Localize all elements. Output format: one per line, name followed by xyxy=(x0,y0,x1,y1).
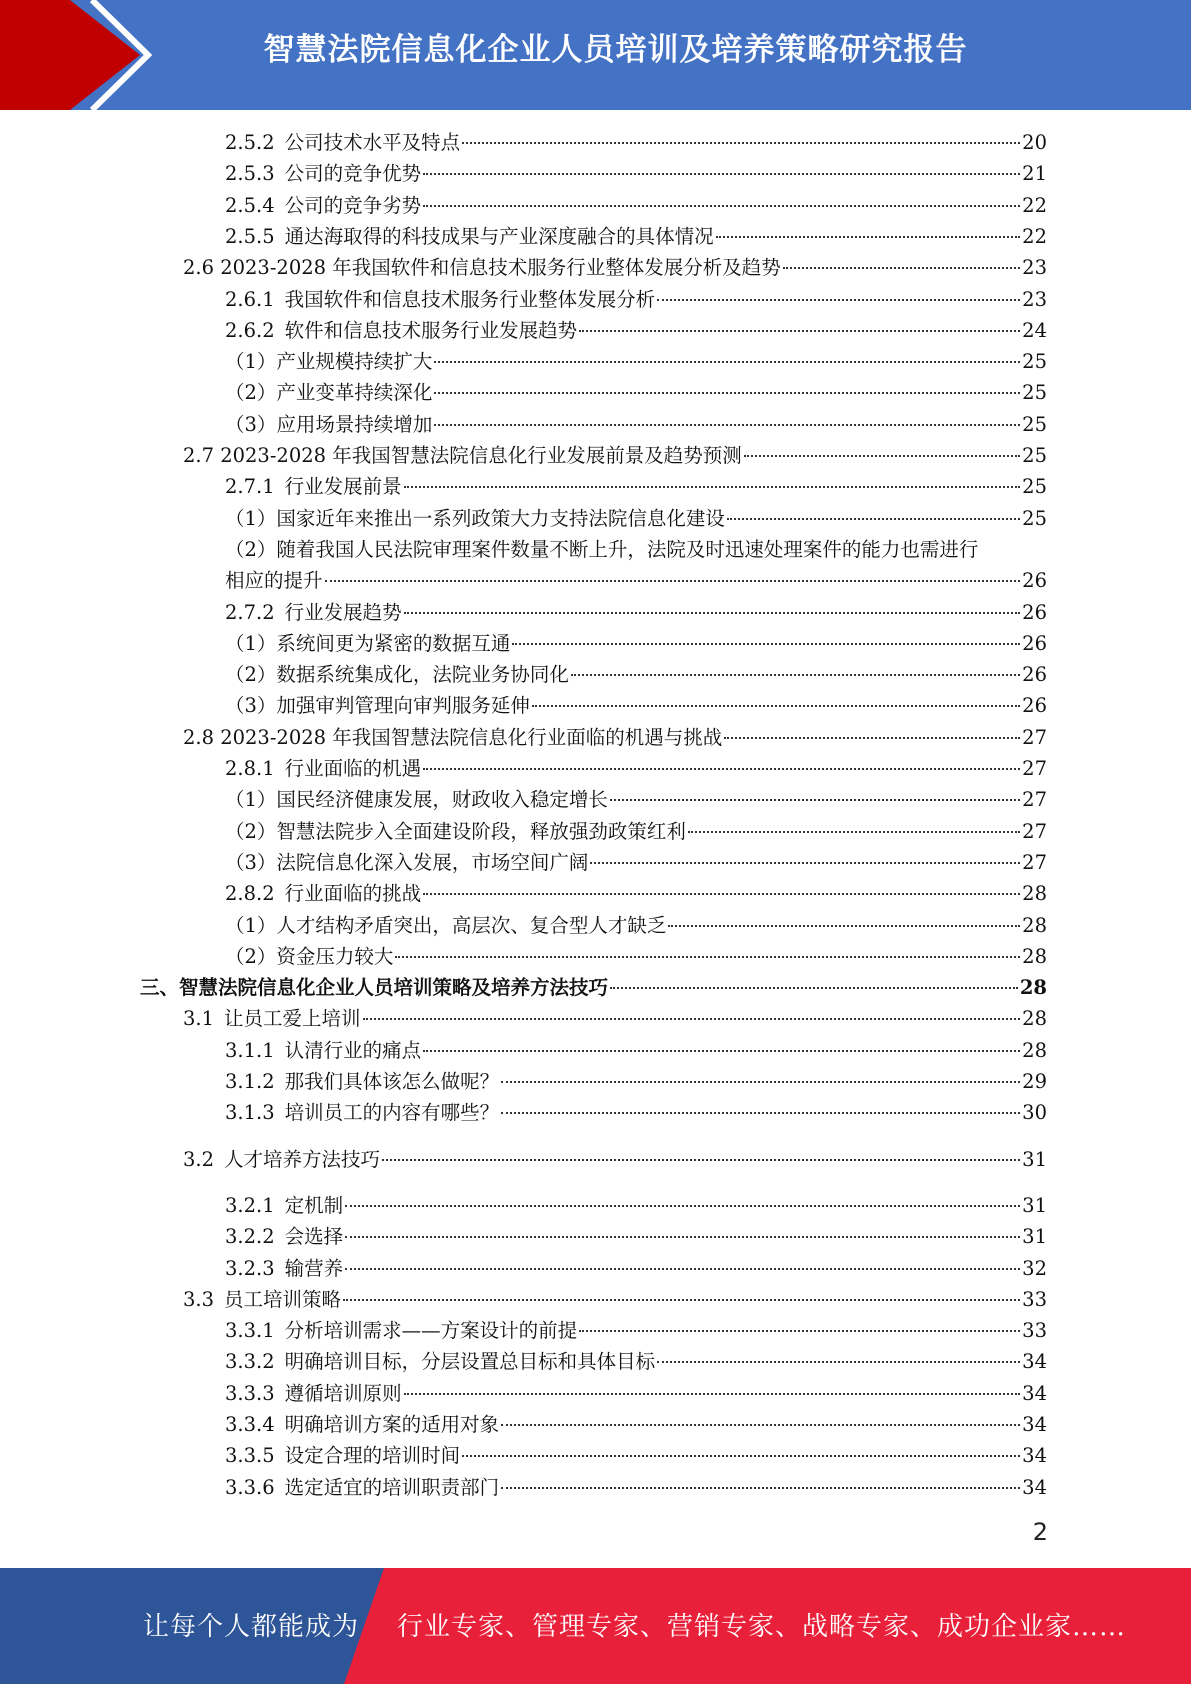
toc-entry[interactable] xyxy=(183,252,1047,283)
toc-entry-number: 2.5.2 xyxy=(225,131,275,154)
page-number: 2 xyxy=(1032,1518,1048,1546)
toc-entry[interactable] xyxy=(183,722,1047,753)
toc-entry-title: （1）人才结构矛盾突出，高层次、复合型人才缺乏 xyxy=(225,913,667,937)
toc-entry-page: 32 xyxy=(1022,1256,1047,1280)
toc-entry[interactable] xyxy=(225,377,1047,408)
toc-entry[interactable] xyxy=(225,1253,1047,1284)
toc-entry-number: 3.3.4 xyxy=(225,1413,275,1436)
toc-entry[interactable] xyxy=(225,1409,1047,1440)
toc-entry-page: 28 xyxy=(1019,976,1047,1000)
toc-entry[interactable] xyxy=(225,1066,1047,1097)
toc-entry[interactable] xyxy=(225,127,1047,158)
toc-entry-title: （2）产业变革持续深化 xyxy=(225,381,433,405)
toc-entry-number: 3.3.6 xyxy=(225,1475,275,1499)
toc-dot-leader xyxy=(345,1204,1020,1207)
toc-dot-leader xyxy=(423,204,1020,207)
toc-entry-title: 公司的竞争优势 xyxy=(284,162,422,186)
toc-entry-page: 27 xyxy=(1022,757,1047,780)
toc-dot-leader xyxy=(783,266,1020,269)
toc-entry-title: 会选择 xyxy=(284,1225,344,1249)
toc-entry[interactable] xyxy=(225,409,1047,440)
toc-entry[interactable] xyxy=(225,1097,1047,1128)
toc-entry[interactable] xyxy=(225,628,1047,659)
toc-entry-page: 28 xyxy=(1022,944,1047,968)
toc-entry-page: 26 xyxy=(1022,569,1047,593)
toc-entry-page: 30 xyxy=(1022,1101,1047,1125)
toc-dot-leader xyxy=(434,423,1020,426)
toc-entry-title: 行业发展前景 xyxy=(284,475,402,499)
toc-entry-page: 31 xyxy=(1022,1193,1047,1217)
toc-entry-page: 31 xyxy=(1022,1147,1047,1171)
toc-dot-leader xyxy=(404,1392,1021,1395)
toc-entry-title: 人才培养方法技巧 xyxy=(224,1147,381,1171)
toc-entry-line[interactable] xyxy=(225,534,978,565)
toc-entry[interactable] xyxy=(225,190,1047,221)
toc-dot-leader xyxy=(668,924,1020,927)
toc-entry-title: 软件和信息技术服务行业发展趋势 xyxy=(284,318,578,342)
toc-entry-title: 公司的竞争劣势 xyxy=(284,193,422,217)
toc-dot-leader xyxy=(501,1111,1020,1114)
toc-entry-number: 2.8.1 xyxy=(225,757,275,780)
toc-entry-title: 通达海取得的科技成果与产业深度融合的具体情况 xyxy=(284,224,714,248)
toc-entry-title: （1）国家近年来推出一系列政策大力支持法院信息化建设 xyxy=(225,506,725,530)
toc-dot-leader xyxy=(404,485,1021,488)
toc-entry-title: 行业面临的机遇 xyxy=(284,757,422,780)
toc-entry-page: 25 xyxy=(1022,475,1047,499)
toc-entry-title: （2）随着我国人民法院审理案件数量不断上升，法院及时迅速处理案件的能力也需进行 xyxy=(225,537,979,561)
toc-entry-number: 2.7.1 xyxy=(225,475,275,499)
toc-entry-number: 3.3.2 xyxy=(225,1350,275,1374)
toc-entry-page: 33 xyxy=(1022,1287,1047,1311)
toc-entry-page: 25 xyxy=(1022,350,1047,374)
toc-entry-page: 34 xyxy=(1022,1413,1047,1436)
toc-entry-title: 定机制 xyxy=(284,1193,344,1217)
toc-entry-page: 28 xyxy=(1022,1007,1047,1031)
toc-entry-number: 3.3.5 xyxy=(225,1444,275,1468)
toc-entry[interactable] xyxy=(225,315,1047,346)
toc-entry-title: 分析培训需求——方案设计的前提 xyxy=(284,1319,578,1343)
toc-entry[interactable] xyxy=(225,1378,1047,1409)
toc-entry-page: 34 xyxy=(1022,1475,1047,1499)
footer-slogan-left: 让每个人都能成为 xyxy=(143,1612,360,1642)
toc-entry-page: 21 xyxy=(1022,162,1047,186)
toc-dot-leader xyxy=(462,141,1020,144)
toc-dot-leader xyxy=(501,1423,1020,1426)
toc-entry[interactable] xyxy=(225,1315,1047,1346)
toc-dot-leader xyxy=(434,391,1020,394)
toc-entry-page: 29 xyxy=(1022,1070,1047,1093)
toc-entry-page: 23 xyxy=(1022,256,1047,280)
toc-entry[interactable] xyxy=(225,784,1047,815)
toc-entry[interactable] xyxy=(225,1440,1047,1471)
toc-entry[interactable] xyxy=(225,847,1047,878)
toc-entry-title: 2.6 2023-2028 年我国软件和信息技术服务行业整体发展分析及趋势 xyxy=(183,256,781,280)
toc-dot-leader xyxy=(716,235,1021,238)
toc-entry-title: 认清行业的痛点 xyxy=(284,1038,422,1062)
toc-entry-number: 2.7.2 xyxy=(225,600,275,624)
toc-entry[interactable] xyxy=(225,816,1047,847)
toc-entry-page: 31 xyxy=(1022,1225,1047,1249)
toc-entry-number: 3.3.3 xyxy=(225,1381,275,1405)
toc-entry-title: （1）产业规模持续扩大 xyxy=(225,350,433,374)
toc-entry-page: 26 xyxy=(1022,631,1047,655)
toc-entry-number: 2.5.3 xyxy=(225,162,275,186)
toc-entry-number: 2.8.2 xyxy=(225,882,275,906)
toc-dot-leader xyxy=(423,1049,1020,1052)
toc-entry-title: 让员工爱上培训 xyxy=(224,1007,361,1031)
toc-dot-leader xyxy=(532,704,1020,707)
toc-entry[interactable] xyxy=(183,1284,1047,1315)
toc-entry[interactable] xyxy=(225,221,1047,252)
toc-entry-page: 23 xyxy=(1022,287,1047,311)
toc-entry-number: 2.5.5 xyxy=(225,224,275,248)
toc-entry-title: （1）国民经济健康发展，财政收入稳定增长 xyxy=(225,788,608,812)
toc-entry-page: 22 xyxy=(1022,193,1047,217)
toc-dot-leader xyxy=(345,1267,1020,1270)
toc-entry-title: （3）加强审判管理向审判服务延伸 xyxy=(225,694,530,718)
toc-entry-title: 2.7 2023-2028 年我国智慧法院信息化行业发展前景及趋势预测 xyxy=(183,444,742,467)
toc-entry-title: 培训员工的内容有哪些？ xyxy=(284,1101,500,1125)
toc-entry[interactable] xyxy=(140,972,1047,1003)
toc-entry-number: 2.6.2 xyxy=(225,318,275,342)
toc-entry-number: 2.6.1 xyxy=(225,287,275,311)
toc-entry[interactable] xyxy=(225,1221,1047,1252)
toc-entry-number: 3.1.1 xyxy=(225,1038,275,1062)
toc-entry-title: 员工培训策略 xyxy=(224,1287,342,1311)
toc-dot-leader xyxy=(501,1486,1020,1489)
toc-entry[interactable] xyxy=(225,910,1047,941)
toc-entry[interactable] xyxy=(225,597,1047,628)
toc-dot-leader xyxy=(501,1080,1020,1083)
toc-dot-leader xyxy=(325,579,1021,582)
toc-dot-leader xyxy=(382,1158,1020,1161)
toc-entry[interactable] xyxy=(225,941,1047,972)
toc-entry-title: 相应的提升 xyxy=(225,569,323,593)
toc-dot-leader xyxy=(610,798,1020,801)
toc-entry-number: 3.2 xyxy=(183,1147,215,1171)
page-header xyxy=(0,0,1191,110)
toc-dot-leader xyxy=(579,1329,1020,1332)
toc-entry-page: 28 xyxy=(1022,1038,1047,1062)
toc-entry-title: 我国软件和信息技术服务行业整体发展分析 xyxy=(284,287,656,311)
toc-dot-leader xyxy=(404,611,1021,614)
toc-entry[interactable] xyxy=(183,440,1047,471)
toc-entry-title: 选定适宜的培训职责部门 xyxy=(284,1475,500,1499)
toc-entry-page: 25 xyxy=(1022,444,1047,467)
toc-entry[interactable] xyxy=(225,753,1047,784)
footer-slogan-right: 行业专家、管理专家、营销专家、战略专家、成功企业家…… xyxy=(397,1612,1127,1642)
toc-entry-page: 33 xyxy=(1022,1319,1047,1343)
toc-dot-leader xyxy=(610,986,1018,989)
toc-entry-page: 25 xyxy=(1022,506,1047,530)
toc-entry-title: 设定合理的培训时间 xyxy=(284,1444,461,1468)
toc-entry-title: （3）法院信息化深入发展，市场空间广阔 xyxy=(225,850,589,874)
toc-dot-leader xyxy=(423,892,1020,895)
toc-entry-title: 明确培训目标，分层设置总目标和具体目标 xyxy=(284,1350,656,1374)
toc-entry[interactable] xyxy=(225,503,1047,534)
toc-entry[interactable] xyxy=(225,1472,1047,1503)
toc-entry-page: 28 xyxy=(1022,913,1047,937)
toc-entry-title: （2）智慧法院步入全面建设阶段，释放强劲政策红利 xyxy=(225,819,686,843)
toc-entry-page: 24 xyxy=(1022,318,1047,342)
report-title: 智慧法院信息化企业人员培训及培养策略研究报告 xyxy=(263,32,968,68)
toc-entry-number: 3.2.1 xyxy=(225,1193,275,1217)
toc-entry-page: 27 xyxy=(1022,850,1047,874)
toc-entry[interactable] xyxy=(225,878,1047,909)
toc-dot-leader xyxy=(434,360,1020,363)
toc-entry-number: 3.3 xyxy=(183,1287,215,1311)
toc-entry-title: 输营养 xyxy=(284,1256,344,1280)
toc-entry-title: 明确培训方案的适用对象 xyxy=(284,1413,500,1436)
toc-dot-leader xyxy=(363,1017,1021,1020)
toc-entry-title: （2）数据系统集成化，法院业务协同化 xyxy=(225,663,569,687)
toc-entry[interactable] xyxy=(225,565,1047,596)
toc-dot-leader xyxy=(423,172,1020,175)
toc-entry-page: 27 xyxy=(1022,725,1047,749)
toc-entry[interactable] xyxy=(225,471,1047,502)
toc-entry-page: 28 xyxy=(1022,882,1047,906)
toc-entry-number: 3.3.1 xyxy=(225,1319,275,1343)
toc-dot-leader xyxy=(423,767,1020,770)
toc-entry-title: 行业面临的挑战 xyxy=(284,882,422,906)
toc-entry-page: 25 xyxy=(1022,381,1047,405)
toc-entry-number: 3.1.2 xyxy=(225,1070,275,1093)
toc-entry-number: 3.2.3 xyxy=(225,1256,275,1280)
toc-dot-leader xyxy=(590,861,1020,864)
toc-dot-leader xyxy=(345,1235,1020,1238)
toc-entry-number: 3.1 xyxy=(183,1007,215,1031)
toc-entry-page: 34 xyxy=(1022,1381,1047,1405)
toc-entry[interactable] xyxy=(225,1346,1047,1377)
toc-dot-leader xyxy=(657,1360,1020,1363)
toc-entry[interactable] xyxy=(225,1035,1047,1066)
page-footer xyxy=(0,1568,1191,1684)
toc-dot-leader xyxy=(462,1454,1020,1457)
toc-entry[interactable] xyxy=(183,1144,1047,1175)
toc-entry-number: 3.2.2 xyxy=(225,1225,275,1249)
toc-entry-page: 27 xyxy=(1022,788,1047,812)
toc-dot-leader xyxy=(744,454,1020,457)
toc-entry-page: 26 xyxy=(1022,600,1047,624)
toc-dot-leader xyxy=(727,517,1020,520)
toc-entry-title: （2）资金压力较大 xyxy=(225,944,394,968)
toc-entry[interactable] xyxy=(225,346,1047,377)
toc-entry-title: （3）应用场景持续增加 xyxy=(225,412,433,436)
toc-dot-leader xyxy=(657,298,1020,301)
toc-entry-title: 那我们具体该怎么做呢？ xyxy=(284,1070,500,1093)
toc-dot-leader xyxy=(512,642,1020,645)
toc-dot-leader xyxy=(395,955,1020,958)
toc-entry-title: （1）系统间更为紧密的数据互通 xyxy=(225,631,511,655)
toc-entry-page: 26 xyxy=(1022,663,1047,687)
toc-entry-page: 26 xyxy=(1022,694,1047,718)
toc-entry-title: 行业发展趋势 xyxy=(284,600,402,624)
toc-entry[interactable] xyxy=(225,158,1047,189)
toc-entry[interactable] xyxy=(225,690,1047,721)
toc-entry[interactable] xyxy=(183,1003,1047,1034)
toc-entry[interactable] xyxy=(225,284,1047,315)
toc-entry[interactable] xyxy=(225,1190,1047,1221)
toc-entry-title: 公司技术水平及特点 xyxy=(284,131,461,154)
toc-dot-leader xyxy=(571,673,1020,676)
toc-entry-page: 34 xyxy=(1022,1350,1047,1374)
toc-entry-page: 25 xyxy=(1022,412,1047,436)
toc-entry-title: 2.8 2023-2028 年我国智慧法院信息化行业面临的机遇与挑战 xyxy=(183,725,723,749)
toc-entry-page: 22 xyxy=(1022,224,1047,248)
toc-dot-leader xyxy=(579,329,1020,332)
toc-dot-leader xyxy=(343,1298,1020,1301)
toc-dot-leader xyxy=(724,736,1020,739)
toc-entry-page: 27 xyxy=(1022,819,1047,843)
toc-entry-page: 34 xyxy=(1022,1444,1047,1468)
toc-entry-page: 20 xyxy=(1022,131,1047,154)
toc-entry-number: 3.1.3 xyxy=(225,1101,275,1125)
toc-dot-leader xyxy=(688,830,1020,833)
toc-entry-title: 三、智慧法院信息化企业人员培训策略及培养方法技巧 xyxy=(140,976,609,1000)
toc-entry[interactable] xyxy=(225,659,1047,690)
toc-entry-title: 遵循培训原则 xyxy=(284,1381,402,1405)
toc-entry-number: 2.5.4 xyxy=(225,193,275,217)
